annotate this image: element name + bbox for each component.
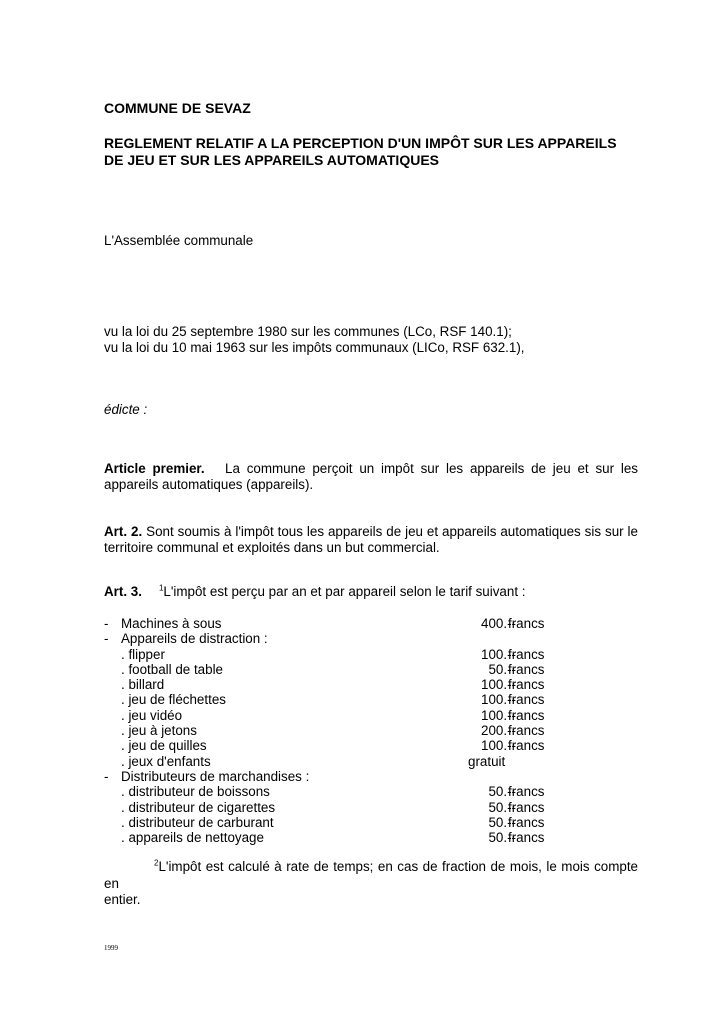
paragraph-2-line-2: entier. bbox=[104, 892, 141, 907]
tariff-table bbox=[104, 616, 564, 845]
tariff-amount: 50.-- bbox=[488, 830, 516, 846]
article-3-heading: Art. 3. bbox=[104, 584, 142, 599]
tariff-unit: francs bbox=[508, 646, 545, 662]
tariff-category bbox=[104, 631, 564, 646]
tariff-unit: francs bbox=[508, 830, 545, 846]
tariff-unit: francs bbox=[508, 707, 545, 723]
list-dash: - bbox=[104, 631, 109, 647]
tariff-label: . jeu vidéo bbox=[121, 707, 183, 723]
legal-basis-line: vu la loi du 10 mai 1963 sur les impôts communaux (LICo, RSF 632.1), bbox=[104, 339, 525, 355]
tariff-label: . distributeur de cigarettes bbox=[121, 799, 276, 815]
tariff-category bbox=[104, 769, 564, 784]
article-3-text: L'impôt est perçu par an et par appareil selon le tarif suivant : bbox=[163, 584, 526, 599]
tariff-label: . jeu de fléchettes bbox=[121, 692, 226, 708]
edicte-text: édicte : bbox=[104, 402, 148, 417]
tariff-row bbox=[104, 723, 564, 738]
title-line-1: REGLEMENT RELATIF A LA PERCEPTION D'UN IMPÔT SUR LES APPAREILS bbox=[104, 135, 617, 151]
tariff-label: . distributeur de boissons bbox=[121, 784, 270, 800]
tariff-unit: francs bbox=[508, 692, 545, 708]
article-2-text: Sont soumis à l'impôt tous les appareils de jeu et appareils automatiques sis sur le territoire communal et exploités dans un but commercial. bbox=[104, 524, 638, 555]
document-title bbox=[104, 135, 644, 169]
tariff-label: Machines à sous bbox=[121, 616, 222, 631]
footer-year: 1999 bbox=[104, 944, 118, 952]
tariff-amount: 100.-- bbox=[481, 646, 516, 662]
tariff-amount: 50.-- bbox=[488, 661, 516, 677]
list-dash: - bbox=[104, 768, 109, 784]
paragraph-2-text: L'impôt est calculé à rate de temps; en cas de fraction de mois, le mois compte en bbox=[104, 859, 638, 891]
tariff-row bbox=[104, 708, 564, 723]
tariff-row bbox=[104, 800, 564, 815]
tariff-category-label: Distributeurs de marchandises : bbox=[121, 768, 310, 784]
tariff-label: . football de table bbox=[121, 661, 223, 677]
tariff-unit: francs bbox=[508, 616, 545, 631]
tariff-row bbox=[104, 754, 564, 769]
tariff-amount: 100.-- bbox=[481, 707, 516, 723]
tariff-unit: francs bbox=[508, 784, 545, 800]
tariff-unit: francs bbox=[508, 814, 545, 830]
tariff-row bbox=[104, 815, 564, 830]
tariff-unit: francs bbox=[508, 799, 545, 815]
tariff-label: . appareils de nettoyage bbox=[121, 830, 264, 846]
tariff-row bbox=[104, 662, 564, 677]
tariff-label: . jeu à jetons bbox=[121, 723, 197, 739]
tariff-row bbox=[104, 738, 564, 753]
tariff-row bbox=[104, 616, 564, 631]
tariff-row bbox=[104, 692, 564, 707]
tariff-row bbox=[104, 784, 564, 799]
paragraph-number: 2 bbox=[154, 858, 159, 868]
tariff-amount: 50.-- bbox=[488, 784, 516, 800]
tariff-amount: 200.-- bbox=[481, 723, 516, 739]
article-2-heading: Art. 2. bbox=[104, 524, 143, 539]
article-3-paragraph-2 bbox=[104, 859, 638, 909]
tariff-label: . distributeur de carburant bbox=[121, 814, 274, 830]
tariff-row bbox=[104, 830, 564, 845]
tariff-amount: 50.-- bbox=[488, 799, 516, 815]
tariff-amount: 400.-- bbox=[481, 616, 516, 631]
article-1-text: La commune perçoit un impôt sur les appareils de jeu et sur les appareils automatiques (appareils). bbox=[104, 461, 638, 492]
tariff-amount: gratuit bbox=[468, 753, 506, 769]
article-1-heading: Article premier. bbox=[104, 461, 205, 476]
legal-basis bbox=[104, 324, 525, 355]
article-3 bbox=[104, 584, 525, 599]
tariff-label: . jeu de quilles bbox=[121, 738, 207, 754]
tariff-row bbox=[104, 677, 564, 692]
tariff-label: . billard bbox=[121, 677, 165, 693]
tariff-amount: 100.-- bbox=[481, 692, 516, 708]
article-1 bbox=[104, 461, 638, 493]
article-2 bbox=[104, 524, 638, 556]
legal-basis-line: vu la loi du 25 septembre 1980 sur les communes (LCo, RSF 140.1); bbox=[104, 324, 512, 339]
tariff-amount: 50.-- bbox=[488, 814, 516, 830]
tariff-row bbox=[104, 647, 564, 662]
tariff-label: . flipper bbox=[121, 646, 165, 662]
paragraph-number: 1 bbox=[158, 583, 164, 593]
list-dash: - bbox=[104, 616, 109, 631]
tariff-category-label: Appareils de distraction : bbox=[121, 631, 268, 647]
tariff-unit: francs bbox=[508, 738, 545, 754]
assembly-heading: L'Assemblée communale bbox=[104, 233, 254, 248]
tariff-label: . jeux d'enfants bbox=[121, 753, 211, 769]
tariff-unit: francs bbox=[508, 677, 545, 693]
title-line-2: DE JEU ET SUR LES APPAREILS AUTOMATIQUES bbox=[104, 152, 440, 168]
tariff-amount: 100.-- bbox=[481, 738, 516, 754]
tariff-amount: 100.-- bbox=[481, 677, 516, 693]
tariff-unit: francs bbox=[508, 661, 545, 677]
commune-name: COMMUNE DE SEVAZ bbox=[104, 100, 251, 116]
paragraph-2-line-1 bbox=[104, 859, 638, 892]
tariff-unit: francs bbox=[508, 723, 545, 739]
